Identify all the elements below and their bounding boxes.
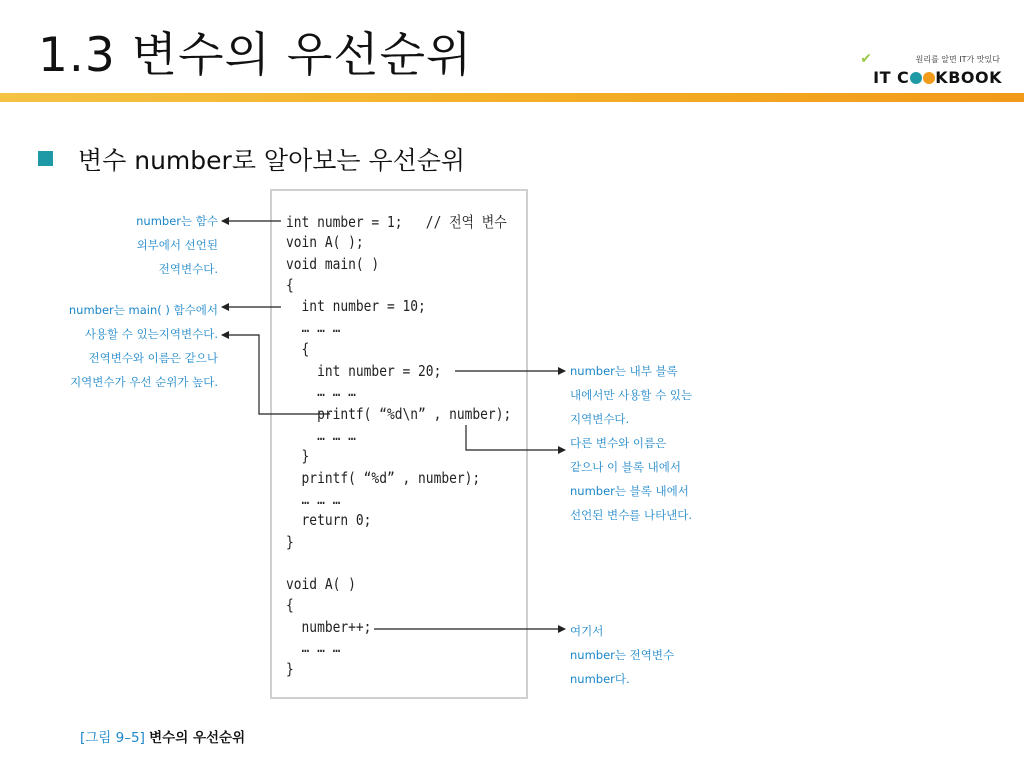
code-line: { [286, 340, 310, 358]
code-line: void main( ) [286, 255, 380, 273]
annotation-line: 선언된 변수를 나타낸다. [570, 508, 693, 522]
annotation-line: 지역변수가 우선 순위가 높다. [70, 375, 218, 389]
logo-wordmark [842, 68, 1002, 87]
code-line: return 0; [286, 511, 372, 529]
logo-tagline: 원리를 알면 IT가 맛있다 [915, 55, 1000, 64]
square-bullet-icon [38, 151, 53, 166]
code-line: } [286, 447, 310, 465]
annotation-line: number다. [570, 672, 630, 686]
annotation-line: 사용할 수 있는지역변수다. [84, 327, 218, 341]
annotation-block-local-variable [570, 359, 692, 527]
figure-number: [그림 9–5] [80, 730, 145, 746]
code-listing-box [270, 189, 528, 699]
annotation-line: 다른 변수와 이름은 [570, 436, 667, 450]
annotation-main-local-variable [69, 298, 218, 394]
annotation-line: number는 전역변수 [570, 648, 675, 662]
code-line: void A( ) [286, 575, 356, 593]
annotation-line: number는 main( ) 함수에서 [68, 303, 218, 317]
it-cookbook-logo [842, 50, 1002, 90]
code-line: } [286, 660, 294, 678]
logo-word-start: IT C [873, 68, 910, 87]
logo-word-end: KBOOK [935, 68, 1002, 87]
annotation-line: number는 내부 블록 [570, 364, 678, 378]
annotation-line: 지역변수다. [570, 412, 630, 426]
annotation-line: number는 블록 내에서 [570, 484, 689, 498]
logo-dot-teal [910, 72, 922, 84]
code-line: int number = 10; [286, 297, 426, 315]
code-line: { [286, 596, 294, 614]
annotation-line: 내에서만 사용할 수 있는 [570, 388, 693, 402]
code-line: printf( “%d” , number); [286, 469, 481, 487]
checkmark-icon: ✔ [860, 51, 872, 67]
bullet-text: 변수 number로 알아보는 우선순위 [78, 146, 466, 175]
figure-caption [80, 726, 245, 746]
slide-title: 1.3 변수의 우선순위 [38, 28, 473, 83]
annotation-global-variable [136, 209, 218, 281]
code-line: printf( “%d\n” , number); [286, 405, 512, 423]
code-line: … … … [286, 318, 341, 336]
annotation-line: 여기서 [570, 624, 604, 638]
code-line: … … … [286, 426, 356, 444]
code-line: { [286, 276, 294, 294]
code-line: … … … [286, 638, 341, 656]
code-line: int number = 1; // 전역 변수 [286, 213, 507, 231]
code-line: … … … [286, 382, 356, 400]
annotation-line: 전역변수다. [158, 262, 218, 276]
code-line: int number = 20; [286, 362, 442, 380]
annotation-line: 같으나 이 블록 내에서 [570, 460, 681, 474]
title-underline-bar [0, 93, 1024, 102]
code-line: voin A( ); [286, 233, 364, 251]
code-line: … … … [286, 490, 341, 508]
logo-dot-orange [923, 72, 935, 84]
annotation-line: 전역변수와 이름은 같으나 [88, 351, 218, 365]
code-line: number++; [286, 618, 372, 636]
code-line: } [286, 533, 294, 551]
annotation-line: number는 함수 [136, 214, 218, 228]
annotation-line: 외부에서 선언된 [136, 238, 218, 252]
figure-caption-text: 변수의 우선순위 [149, 730, 246, 746]
annotation-function-a-global [570, 619, 674, 691]
